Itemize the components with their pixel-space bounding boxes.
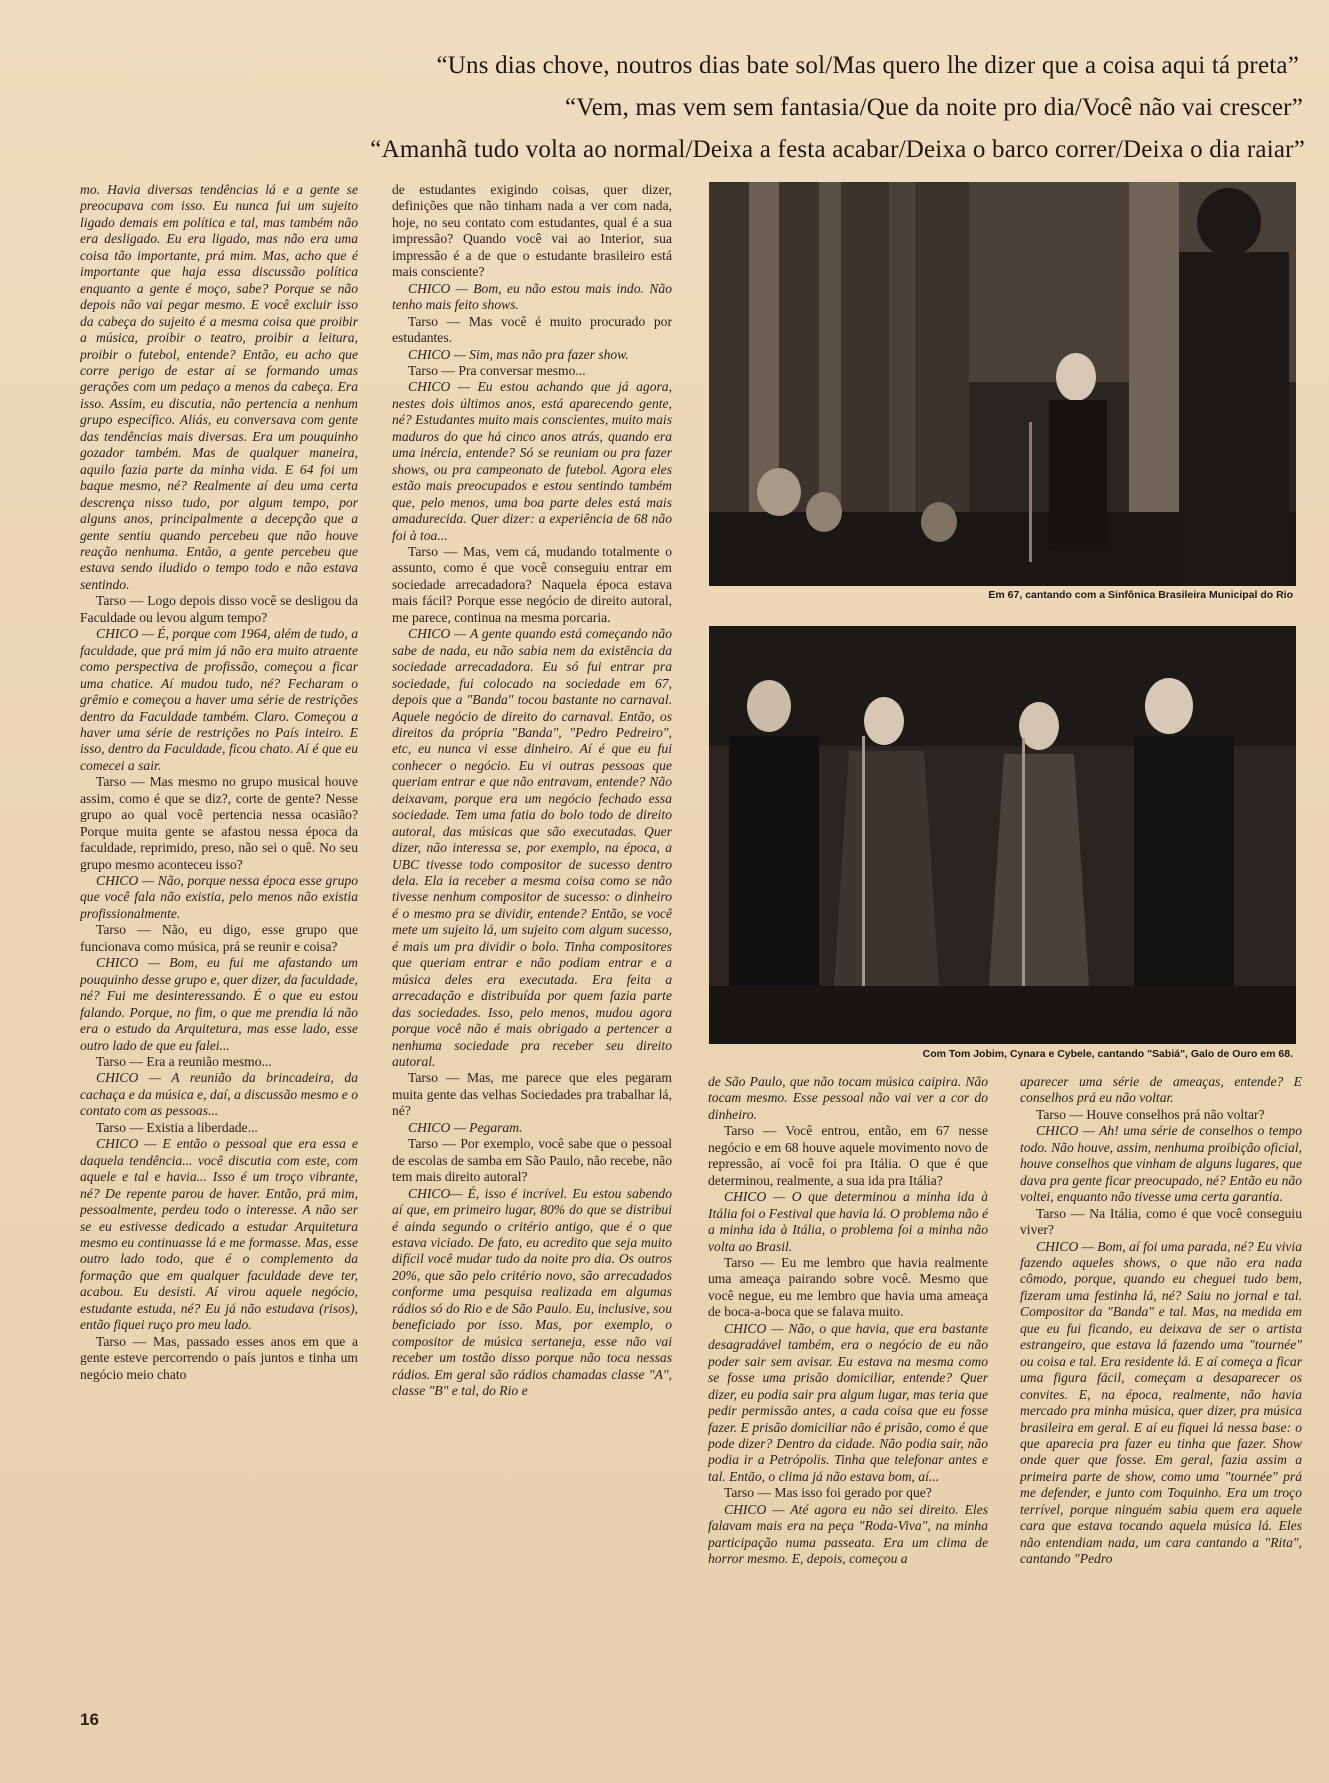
interview-paragraph [80, 1136, 358, 1333]
interview-paragraph [708, 1123, 988, 1189]
paragraph-text: — Mas, vem cá, mudando totalmente o assunto, como é que você conseguiu entrar em sociedade arrecadadora? Naquela época estava mais fácil? Porque esse negócio de direito autoral, me parece, continua na mesma porcaria. [392, 543, 672, 625]
speaker-name: Tarso [724, 1254, 755, 1270]
paragraph-text: — Até agora eu não sei direito. Eles falavam mais era na peça "Roda-Viva", na minha participação numa passeata. Era um clima de horror mesmo. E, depois, começou a [708, 1501, 988, 1567]
interview-paragraph [80, 626, 358, 774]
paragraph-text: — Era a reunião mesmo... [126, 1054, 272, 1070]
speaker-name: Tarso [724, 1485, 755, 1501]
paragraph-text: de estudantes exigindo coisas, quer dizer, definições que não tinham nada a ver com nada, hoje, no seu contato com estudantes, qual é a sua impressão? Quando você vai ao Interior, sua impressão é a de que o estudante brasileiro está mais consciente? [392, 182, 672, 280]
paragraph-text: — Não, porque nessa época esse grupo que você fala não existia, pelo menos não existia profissionalmente. [80, 873, 358, 921]
text-column-1 [80, 182, 358, 1712]
speaker-name: CHICO [96, 1136, 139, 1152]
paragraph-text: — Bom, eu fui me afastando um pouquinho desse grupo e, quer dizer, da faculdade, né? Fui me desinteressando. É o que eu estou falando. Porque, no fim, o que me prendia lá não era o estudo da Arquitetura, mas esse lado, esse outro lado de que eu falei... [80, 955, 358, 1053]
speaker-name: Tarso [408, 543, 439, 559]
interview-paragraph [392, 379, 672, 544]
interview-paragraph [392, 1186, 672, 1400]
interview-paragraph [80, 955, 358, 1054]
interview-paragraph [392, 363, 672, 379]
interview-paragraph [1020, 1074, 1302, 1107]
speaker-name: Tarso [96, 922, 127, 938]
paragraph-text: — Mas você é muito procurado por estudantes. [392, 313, 672, 346]
song-quote: “Vem, mas vem sem fantasia/Que da noite pro dia/Você não vai crescer” [564, 94, 1303, 121]
speaker-name: CHICO [96, 873, 139, 889]
interview-paragraph [80, 922, 358, 955]
paragraph-text: — Não, o que havia, que era bastante desagradável também, era o negócio de eu não poder sair sem avisar. Eu estava na mesma como se fosse uma prisão domiciliar, entende? Quer dizer, eu podia sair pra algum lugar, mas teria que pedir permissão antes, a cada coisa que eu fosse fazer. E prisão domiciliar não é prisão, como é que pode dizer? Dentro da cidade. Não podia sair, não podia ir a Petrópolis. Tinha que telefonar antes e tal. Então, o clima já não estava bom, aí... [708, 1320, 988, 1484]
interview-paragraph [392, 182, 672, 281]
photo-performance-image [709, 626, 1296, 1044]
speaker-name: CHICO [408, 1119, 451, 1135]
paragraph-text: — Logo depois disso você se desligou da Faculdade ou levou algum tempo? [80, 593, 358, 625]
interview-paragraph [392, 1070, 672, 1119]
speaker-name: CHICO [96, 626, 139, 642]
speaker-name: Tarso [408, 1070, 439, 1086]
song-quote: “Amanhã tudo volta ao normal/Deixa a festa acabar/Deixa o barco correr/Deixa o dia raiar” [370, 136, 1305, 163]
speaker-name: Tarso [96, 1054, 127, 1070]
interview-paragraph [80, 593, 358, 626]
paragraph-text: — Mas, me parece que eles pegaram muita gente das velhas Sociedades pra trabalhar lá, né? [392, 1070, 672, 1119]
paragraph-text: — Pra conversar mesmo... [438, 362, 586, 378]
speaker-name: Tarso [1036, 1106, 1067, 1122]
page-number: 16 [80, 1710, 99, 1729]
interview-paragraph [708, 1321, 988, 1486]
interview-paragraph [708, 1255, 988, 1321]
paragraph-text: — É, porque com 1964, além de tudo, a faculdade, que prá mim já não era muito atraente como perspectiva de profissão, começou a ficar uma chatice. Aí mudou tudo, né? Fecharam o grêmio e começou a haver uma série de restrições dentro da Faculdade também. Claro. Começou a haver uma série de restrições no País inteiro. E isso, dentro da Faculdade, ficou chato. Aí é que eu comecei a sair. [80, 626, 358, 773]
photo-performance [709, 626, 1296, 1044]
speaker-name: CHICO [408, 626, 451, 642]
interview-paragraph [392, 347, 672, 363]
speaker-name: CHICO [408, 1185, 451, 1201]
speaker-name: CHICO [724, 1320, 767, 1336]
paragraph-text: — A gente quando está começando não sabe de nada, eu não sabia nem da existência da sociedade arrecadadora. Eu só fui entrar pra sociedade, fui colocado na sociedade em 67, depois que a "Banda" tocou bastante no carnaval. Aquele negócio de direito do carnaval. Então, os direitos da própria "Banda", "Pedro Pedreiro", etc, eu nunca vi esse dinheiro. Aí é que eu fui conhecer o negócio. Eu vi outras pessoas que queriam entrar e que não entravam, entende? Não deixavam, porque era um negócio fechado essa sociedade. Tem uma fatia do bolo todo de direito autoral, das músicas que são executadas. Quer dizer, não interessa se, por exemplo, na época, a UBC tivesse todo compositor de sucesso dentro dela. Ela ia receber a mesma coisa como se não tivesse nenhum compositor de sucesso: o dinheiro é o mesmo pra se dividir, entende? Então, se você mete um sujeito lá, um sujeito com algum sucesso, é mais um pra dividir o bolo. Tinha compositores que queriam entrar e não podiam entrar e a música deles era executada. Era feita a arrecadação e distribuída por quem fazia parte das sociedades. Isso, pelo menos, mudou agora porque você não é mais obrigado a pertencer a nenhuma sociedade pra receber seu direito autoral. [392, 626, 672, 1070]
paragraph-text: — Ah! uma série de conselhos o tempo todo. Não houve, assim, nenhuma proibição oficial, houve conselhos que vinham de alguns lugares, que dava pra gente ficar preocupado, né? Então eu não voltei, enquanto não tivesse uma certa garantia. [1020, 1123, 1302, 1205]
interview-paragraph [392, 544, 672, 626]
speaker-name: Tarso [96, 774, 127, 790]
speaker-name: Tarso [724, 1123, 755, 1139]
interview-paragraph [80, 182, 358, 593]
photo-orchestra-image [709, 182, 1296, 586]
paragraph-text: aparecer uma série de ameaças, entende? E conselhos prá eu não voltar. [1020, 1074, 1302, 1106]
paragraph-text: — É, isso é incrível. Eu estou sabendo aí que, em primeiro lugar, 80% do que se distribui é ainda segundo o critério antigo, que é o que estava viciado. De fato, eu acredito que seja muito difícil você mudar tudo da noite pro dia. Os outros 20%, que são pelo critério novo, são arrecadados conforme uma pesquisa realizada em algumas rádios só do Rio e de São Paulo. Eu, inclusive, sou beneficiado por isso. Mas, por exemplo, o compositor de música sertaneja, esse não vai receber um tostão disso porque não toca nessas rádios. Em geral são rádios chamadas classe "A", classe "B" e tal, do Rio e [392, 1185, 672, 1399]
paragraph-text: — Bom, aí foi uma parada, né? Eu vivia fazendo aqueles shows, o que não era nada cômodo, porque, quando eu cheguei tudo bem, fizeram uma festinha lá, né? Saiu no jornal e tal. Compositor da "Banda" e tal. Mas, na medida em que eu fui ficando, eu deixava de ser o artista estrangeiro, que estava lá fazendo uma "tournée" ou coisa e tal. Era residente lá. E aí começa a ficar uma figura fácil, começam a desaparecer os convites. E, na época, realmente, não havia mercado pra minha música, quer dizer, pra música brasileira em geral. E aí eu fiquei lá nessa base: o que aparecia pra fazer eu tinha que fazer. Show onde quer que fosse. Em geral, fazia assim a primeira parte de show, como uma "tournée" prá me defender, e junto com Toquinho. Era um troço terrível, porque ninguém sabia quem era aquele cara que estava tocando aquela música lá. Eles não entendiam nada, um cara cantando a "Rita", cantando "Pedro [1020, 1238, 1302, 1567]
paragraph-text: — Você entrou, então, em 67 nesse negócio e em 68 houve aquele movimento novo de repressão, aí você foi pra Itália. O que é que determinou, realmente, a sua ida pra Itália? [708, 1123, 988, 1188]
speaker-name: Tarso [96, 1119, 127, 1135]
interview-paragraph [1020, 1123, 1302, 1205]
paragraph-text: — Mas, passado esses anos em que a gente esteve percorrendo o país juntos e tinha um negócio meio chato [80, 1333, 358, 1382]
speaker-name: CHICO [408, 280, 451, 296]
speaker-name: Tarso [408, 1136, 439, 1152]
paragraph-text: — Existia a liberdade... [126, 1119, 258, 1135]
text-column-4 [1020, 1074, 1302, 1714]
interview-paragraph [80, 1120, 358, 1136]
interview-paragraph [392, 1120, 672, 1136]
interview-paragraph [80, 1334, 358, 1383]
paragraph-text: — Mas mesmo no grupo musical houve assim, como é que se diz?, corte de gente? Nesse grupo ao qual você pertencia nessa ocasião? Porque muita gente se afastou nessa época da faculdade, reprimido, preso, não sei o quê. No seu grupo mesmo aconteceu isso? [80, 774, 358, 872]
paragraph-text: — O que determinou a minha ida à Itália foi o Festival que havia lá. O problema não é a minha ida à Itália, o problema foi a minha não volta ao Brasil. [708, 1189, 988, 1254]
paragraph-text: — Houve conselhos prá não voltar? [1066, 1106, 1265, 1122]
paragraph-text: — Na Itália, como é que você conseguiu viver? [1020, 1205, 1302, 1238]
speaker-name: CHICO [1036, 1123, 1079, 1139]
interview-paragraph [80, 1070, 358, 1119]
speaker-name: CHICO [408, 346, 451, 362]
interview-paragraph [392, 281, 672, 314]
paragraph-text: — Por exemplo, você sabe que o pessoal de escolas de samba em São Paulo, não recebe, não tem mais direito autoral? [392, 1136, 672, 1185]
interview-paragraph [392, 626, 672, 1070]
interview-paragraph [708, 1485, 988, 1501]
speaker-name: Tarso [408, 362, 439, 378]
paragraph-text: — Mas isso foi gerado por que? [754, 1485, 932, 1501]
interview-paragraph [708, 1189, 988, 1255]
photo-caption: Em 67, cantando com a Sinfônica Brasileira Municipal do Rio [988, 589, 1293, 601]
photo-orchestra [709, 182, 1296, 586]
photo-caption: Com Tom Jobim, Cynara e Cybele, cantando "Sabiá", Galo de Ouro em 68. [922, 1048, 1293, 1060]
paragraph-text: — A reunião da brincadeira, da cachaça e da música e, daí, a discussão mesmo e o contato com as pessoas... [80, 1070, 358, 1119]
speaker-name: Tarso [96, 593, 127, 609]
interview-paragraph [708, 1074, 988, 1123]
interview-paragraph [1020, 1107, 1302, 1123]
speaker-name: CHICO [96, 1070, 139, 1086]
interview-paragraph [708, 1502, 988, 1568]
paragraph-text: — Eu estou achando que já agora, nestes dois últimos anos, está aparecendo gente, né? Estudantes muito mais conscientes, muito mais maduros do que há cinco anos atrás, quando era uma inércia, entende? Só se reuniam ou pra fazer shows, ou pra campeonato de futebol. Agora eles estão mais preocupados e estou sentindo também que, pelo menos, uma boa parte deles está mais amadurecida. Quer dizer: a experiência de 68 não foi à toa... [392, 379, 672, 543]
interview-paragraph [80, 873, 358, 922]
speaker-name: CHICO [96, 955, 139, 971]
paragraph-text: — Eu me lembro que havia realmente uma ameaça pairando sobre você. Mesmo que você negue, eu me lembro que havia uma ameaça de boca-a-boca que se falava muito. [708, 1254, 988, 1320]
paragraph-text: — Pegaram. [450, 1119, 523, 1135]
paragraph-text: mo. Havia diversas tendências lá e a gente se preocupava com isso. Eu nunca fui um sujeito ligado demais em política e tal, mas também não era desligado. Eu era ligado, mas não era uma coisa tão importante, prá mim. Mas, acho que é importante que haja essa discussão política enquanto a gente é moço, sabe? Porque se não depois não vai pegar mesmo. E você excluir isso da cabeça do sujeito é a mesma coisa que proibir a música, proibir o teatro, proibir a leitura, proibir o futebol, entende? Então, eu acho que corre perigo de estar aí se formando umas gerações com um pedaço a menos da cabeça. Era isso. Assim, eu discutia, não pertencia a nenhum grupo específico. Aliás, eu conversava com gente das tendências mais diversas. Era um pouquinho gozador também. Mas de qualquer maneira, aquilo fazia parte da minha vida. E 64 foi um baque mesmo, né? Realmente aí deu uma certa descrença nisso tudo, por algum tempo, por alguns anos, principalmente a decepção que a gente sentiu quando percebeu que não houve reação nenhuma. Então, a gente percebeu que estava sendo iludido o tempo todo e não estava sentindo. [80, 182, 358, 592]
interview-paragraph [392, 1136, 672, 1185]
interview-paragraph [80, 774, 358, 873]
interview-paragraph [1020, 1239, 1302, 1568]
speaker-name: Tarso [1036, 1205, 1067, 1221]
speaker-name: Tarso [96, 1333, 127, 1349]
speaker-name: CHICO [724, 1501, 767, 1517]
speaker-name: CHICO [724, 1189, 767, 1205]
paragraph-text: — Sim, mas não pra fazer show. [450, 346, 629, 362]
text-column-2 [392, 182, 672, 1712]
paragraph-text: — Não, eu digo, esse grupo que funcionava como música, prá se reunir e coisa? [80, 922, 358, 954]
interview-paragraph [80, 1054, 358, 1070]
paragraph-text: de São Paulo, que não tocam música caipira. Não tocam mesmo. Esse pessoal não vai ver a cor do dinheiro. [708, 1074, 988, 1122]
text-column-3 [708, 1074, 988, 1714]
interview-paragraph [392, 314, 672, 347]
paragraph-text: — E então o pessoal que era essa e daquela tendência... você discutia com este, com aquele e tal e havia... Isso é um troço vibrante, né? De repente parou de haver. Então, prá mim, pessoalmente, perdeu todo o interesse. A não ser se eu estivesse dedicado a estudar Arquitetura mesmo eu continuasse lá e me formasse. Mas, esse outro lado todo, que é o complemento da formação que em qualquer faculdade deve ter, acabou. Eu desisti. Aí virou aquele negócio, estudante estuda, né? Eu já não estudava (risos), então fiquei ruço pro meu lado. [80, 1136, 358, 1333]
speaker-name: Tarso [408, 313, 439, 329]
speaker-name: CHICO [408, 379, 451, 395]
speaker-name: CHICO [1036, 1238, 1079, 1254]
paragraph-text: — Bom, eu não estou mais indo. Não tenho mais feito shows. [392, 280, 672, 313]
song-quote: “Uns dias chove, noutros dias bate sol/Mas quero lhe dizer que a coisa aqui tá preta” [436, 52, 1299, 79]
interview-paragraph [1020, 1206, 1302, 1239]
